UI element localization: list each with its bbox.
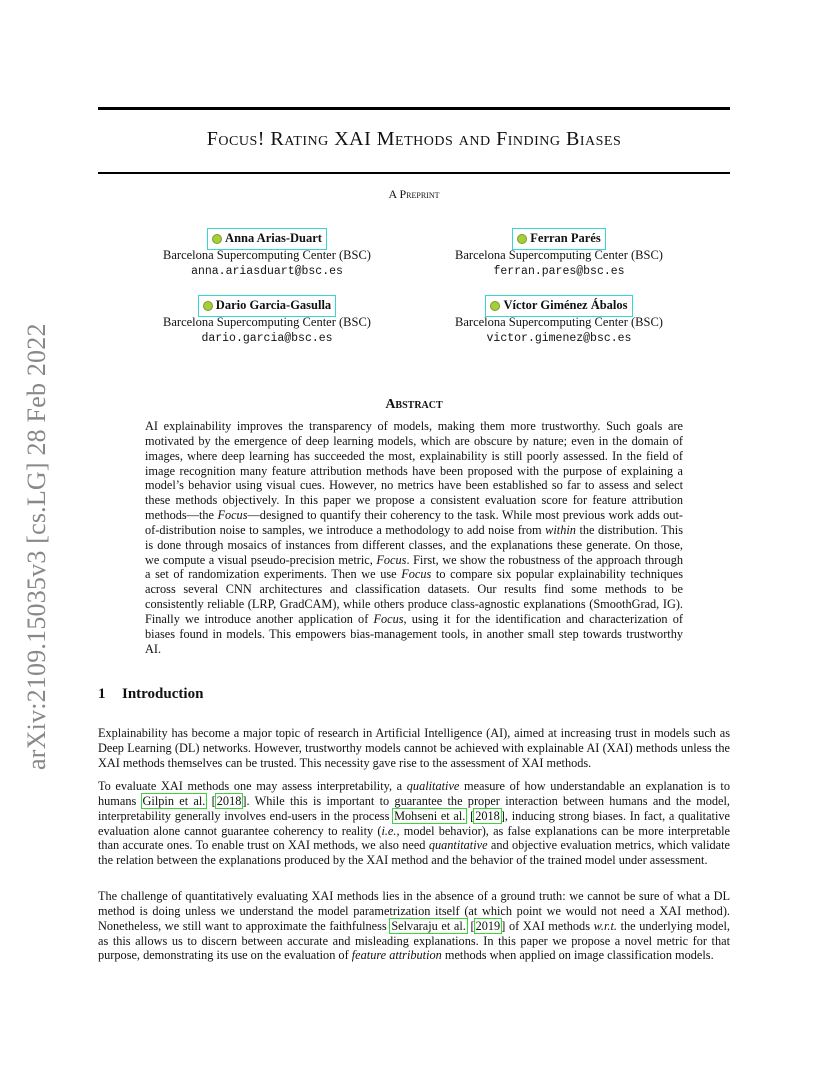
citation-year: 2018 (216, 793, 242, 808)
text-span: To evaluate XAI methods one may assess interpretability, a (98, 779, 407, 793)
citation-link[interactable] (390, 919, 467, 933)
abstract-span: —designed to quantify their coherency to the task. While most previous work adds out-of-distribution noise to samples, we introduce a methodology to add noise from (145, 508, 683, 537)
text-span: of XAI methods (505, 918, 594, 933)
text-emphasis: i.e., (381, 823, 400, 838)
text-emphasis: w.r.t. (593, 918, 617, 933)
author-name: Dario Garcia-Gasulla (215, 298, 332, 312)
author-email: victor.gimenez@bsc.es (486, 331, 632, 345)
author-affiliation: Barcelona Supercomputing Center (BSC) (163, 248, 371, 263)
title-rule-top (98, 107, 730, 110)
author-name-link[interactable] (210, 231, 324, 247)
citation-authors: Gilpin et al. (142, 793, 206, 808)
paragraph: Explainability has become a major topic of research in Artificial Intelligence (AI), aimed at increasing trust in models such as Deep Learning (DL) networks. However, trustworthy models cannot be achieved with explainable AI (XAI) methods unless the XAI methods themselves can be trusted. This necessity gave rise to the assessment of XAI methods. (98, 726, 730, 770)
author-affiliation: Barcelona Supercomputing Center (BSC) (455, 248, 663, 263)
abstract-emphasis: within (545, 522, 576, 537)
text-span: The challenge of quantitatively evaluating XAI methods lies in the absence of a ground truth: we cannot be sure of what a DL method is doing unless we understand the model parametrization itself (at which point we would not need a XAI method). Nonetheless, we still want to approximate the faithfulness (98, 889, 730, 933)
abstract-span: the distribution. This is done through mosaics of instances from different classes, and the explanations these generate. On those, we compute a visual pseudo-precision metric, (145, 522, 683, 567)
author-email: dario.garcia@bsc.es (201, 331, 333, 345)
abstract-emphasis: Focus (217, 508, 248, 523)
paper-title: Focus! Rating XAI Methods and Finding Biases (206, 128, 622, 150)
citation-authors: Mohseni et al. (394, 808, 466, 823)
citation-year-link[interactable] (216, 794, 243, 808)
text-emphasis: qualitative (406, 779, 460, 793)
preprint-label: A Preprint (388, 187, 440, 201)
citation-year-link[interactable] (475, 919, 502, 933)
author-name: Anna Arias-Duart (225, 231, 322, 245)
abstract-span: . First, we show the robustness of the approach through a set of randomization experiments. Then we use (145, 552, 684, 582)
author-name-link[interactable] (515, 231, 602, 247)
author-block (117, 231, 417, 279)
section-number: 1 (98, 686, 106, 702)
text-span: measure of how understandable an explanation is to humans (98, 779, 730, 808)
citation-year: 2019 (475, 918, 501, 933)
arxiv-identifier: arXiv:2109.15035v3 [cs.LG] 28 Feb 2022 (22, 323, 51, 770)
citation-link[interactable] (142, 794, 207, 808)
author-block (409, 231, 709, 279)
text-span: and objective evaluation metrics, which validate the relation between the explanations produced by the XAI method and the behavior of the trained model under assessment. (98, 838, 730, 868)
orcid-icon[interactable] (517, 234, 527, 244)
citation-year-link[interactable] (474, 809, 501, 823)
title-rule-bottom (98, 172, 730, 174)
section-title: Introduction (122, 686, 204, 702)
abstract-heading: Abstract (385, 397, 443, 412)
text-span: the underlying model, as this allows us to discern between accurate and misleading explanations. In this paper we propose a novel metric for that purpose, demonstrating its use on the evaluation of (98, 918, 730, 963)
orcid-icon[interactable] (212, 234, 222, 244)
text-span: model behavior), as false explanations can be more interpretable than accurate ones. To enable trust on XAI methods, we also need (98, 823, 730, 853)
author-block (409, 298, 709, 346)
orcid-icon[interactable] (490, 301, 500, 311)
author-block (117, 298, 417, 346)
abstract-span: AI explainability improves the transparency of models, making them more trustworthy. Such goals are motivated by the emergence of deep learning models, which are obscure by nature; even in the domain of images, where deep learning has succeeded the most, explainability is still poorly assessed. In the field of image recognition many feature attribution methods have been proposed with the purpose of explaining a model’s behavior using visual cues. However, no metrics have been established so far to assess and select these methods objectively. In this paper we propose a consistent evaluation score for feature attribution methods—the (145, 419, 683, 523)
author-email: ferran.pares@bsc.es (493, 264, 625, 278)
author-name-link[interactable] (488, 298, 629, 314)
section-heading (98, 686, 203, 703)
author-affiliation: Barcelona Supercomputing Center (BSC) (455, 315, 663, 330)
abstract-emphasis: Focus (376, 552, 407, 567)
text-span: , inducing strong biases. In fact, a qualitative evaluation alone cannot guarantee coherency to reality ( (98, 808, 730, 838)
author-name-link[interactable] (201, 298, 333, 314)
citation-link[interactable] (393, 809, 466, 823)
citation-year: 2018 (475, 808, 500, 823)
author-name: Ferran Parés (530, 231, 601, 245)
text-emphasis: quantitative (428, 838, 488, 853)
abstract-span: , using it for the identification and characterization of biases found in models. This empowers bias-management tools, in another small step towards trustworthy AI. (145, 611, 683, 656)
text-span: methods when applied on image classification models. (441, 948, 714, 963)
paragraph: The challenge of quantitatively evaluating XAI methods lies in the absence of a ground truth: we cannot be sure of what a DL method is doing unless we understand the model parametrization itself (at which point we would not need a XAI method). Nonetheless, we still want to approximate the faithfulness Selvaraju et al. [2019] of XAI methods w.r.t. the underlying model, as this allows us to discern between accurate and misleading explanations. In this paper we propose a novel metric for that purpose, demonstrating its use on the evaluation of feature attribution methods when applied on image classification models. (98, 889, 730, 963)
author-affiliation: Barcelona Supercomputing Center (BSC) (163, 315, 371, 330)
text-span: . While this is important to guarantee the proper interaction between humans and the model, interpretability generally involves end-users in the process (98, 793, 731, 823)
abstract-emphasis: Focus (373, 611, 404, 626)
citation-authors: Selvaraju et al. (391, 918, 466, 933)
abstract-emphasis: Focus (401, 567, 432, 582)
abstract-text (145, 419, 683, 657)
text-emphasis: feature attribution (351, 948, 442, 963)
author-email: anna.ariasduart@bsc.es (191, 264, 343, 278)
paragraph: To evaluate XAI methods one may assess interpretability, a qualitative measure of how understandable an explanation is to humans Gilpin et al. [2018]. While this is important to guarantee the proper interaction between humans and the model, interpretability generally involves end-users in the process Mohseni et al. [2018], inducing strong biases. In fact, a qualitative evaluation alone cannot guarantee coherency to reality (i.e., model behavior), as false explanations can be more interpretable than accurate ones. To enable trust on XAI methods, we also need quantitative and objective evaluation metrics, which validate the relation between the explanations produced by the XAI method and the behavior of the trained model under assessment. (98, 779, 731, 868)
abstract-span: to compare six popular explainability techniques across several CNN architectures and classification datasets. Our results find some methods to be consistently reliable (LRP, GradCAM), while others produce class-agnostic explanations (SmoothGrad, IG). Finally we introduce another application of (145, 567, 683, 626)
orcid-icon[interactable] (203, 301, 213, 311)
author-name: Víctor Giménez Ábalos (503, 298, 628, 312)
